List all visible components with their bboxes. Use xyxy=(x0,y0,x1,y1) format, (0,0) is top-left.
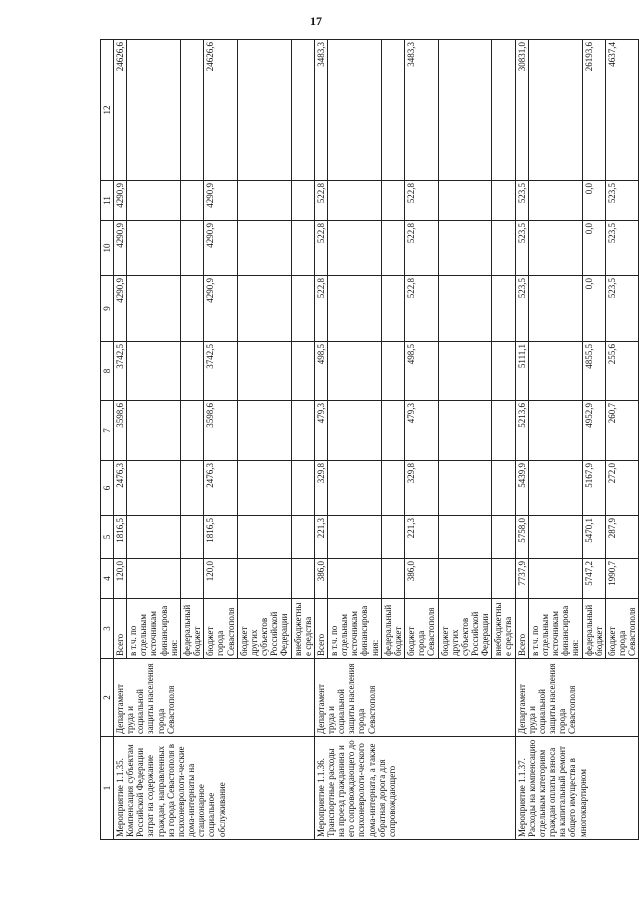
value-cell xyxy=(127,221,181,276)
value-cell: 522,8 xyxy=(405,181,438,221)
page-number: 17 xyxy=(310,14,322,28)
value-cell: 479,3 xyxy=(314,401,327,461)
rotated-table-canvas xyxy=(100,40,638,840)
value-cell xyxy=(180,461,203,516)
value-cell: 5758,0 xyxy=(515,516,528,559)
value-cell: 221,3 xyxy=(314,516,327,559)
value-cell xyxy=(327,342,381,401)
value-cell xyxy=(237,221,291,276)
value-cell: 498,5 xyxy=(314,342,327,401)
value-cell xyxy=(127,559,181,599)
event-name: Мероприятие 1.1.37. Расходы на компенсацию отдельным категориям граждан оплаты взноса на капитальный ремонт общего имущества в многоквартирном xyxy=(515,737,639,840)
value-cell xyxy=(492,40,515,181)
funding-source: в т.ч. по отдельным источникам финансирования: xyxy=(327,599,381,659)
value-cell xyxy=(180,559,203,599)
value-cell xyxy=(492,221,515,276)
value-cell xyxy=(237,181,291,221)
value-cell xyxy=(237,559,291,599)
column-header: 9 xyxy=(101,276,114,342)
value-cell xyxy=(528,342,582,401)
value-cell: 1816,5 xyxy=(204,516,237,559)
value-cell xyxy=(528,559,582,599)
funding-source: Всего xyxy=(314,599,327,659)
value-cell: 2476,3 xyxy=(114,461,127,516)
value-cell: 3598,6 xyxy=(204,401,237,461)
value-cell xyxy=(127,342,181,401)
value-cell xyxy=(438,276,492,342)
value-cell xyxy=(291,342,314,401)
table-row xyxy=(515,40,528,840)
value-cell: 523,5 xyxy=(515,276,528,342)
value-cell xyxy=(327,181,381,221)
value-cell: 221,3 xyxy=(405,516,438,559)
value-cell: 5439,9 xyxy=(515,461,528,516)
value-cell xyxy=(438,461,492,516)
value-cell: 5213,6 xyxy=(515,401,528,461)
value-cell xyxy=(291,40,314,181)
value-cell: 30831,0 xyxy=(515,40,528,181)
table-row xyxy=(314,40,327,840)
value-cell: 329,8 xyxy=(314,461,327,516)
funding-source: внебюджетные средства xyxy=(492,599,515,659)
value-cell: 287,9 xyxy=(605,516,638,559)
funding-source: в т.ч. по отдельным источникам финансирования: xyxy=(127,599,181,659)
value-cell xyxy=(528,181,582,221)
value-cell xyxy=(127,40,181,181)
value-cell: 523,5 xyxy=(605,181,638,221)
value-cell: 0,0 xyxy=(582,221,605,276)
value-cell xyxy=(127,461,181,516)
value-cell xyxy=(528,221,582,276)
value-cell xyxy=(237,276,291,342)
value-cell xyxy=(492,461,515,516)
funding-source: Всего xyxy=(515,599,528,659)
value-cell xyxy=(492,401,515,461)
funding-source: федеральный бюджет xyxy=(582,599,605,659)
value-cell: 255,6 xyxy=(605,342,638,401)
value-cell xyxy=(237,40,291,181)
value-cell xyxy=(127,276,181,342)
column-header: 3 xyxy=(101,599,114,659)
value-cell: 3598,6 xyxy=(114,401,127,461)
value-cell: 0,0 xyxy=(582,276,605,342)
value-cell xyxy=(291,461,314,516)
value-cell: 523,5 xyxy=(515,181,528,221)
table-row xyxy=(114,40,127,840)
rotated-table-wrapper xyxy=(100,40,638,840)
value-cell: 5470,1 xyxy=(582,516,605,559)
value-cell: 329,8 xyxy=(405,461,438,516)
funding-source: бюджет других субъектов Российской Федерации xyxy=(237,599,291,659)
value-cell xyxy=(180,181,203,221)
value-cell: 5747,2 xyxy=(582,559,605,599)
value-cell: 522,8 xyxy=(405,221,438,276)
column-header: 10 xyxy=(101,221,114,276)
budget-table xyxy=(100,39,639,840)
value-cell xyxy=(180,40,203,181)
value-cell xyxy=(381,40,404,181)
value-cell: 5111,1 xyxy=(515,342,528,401)
value-cell: 4290,9 xyxy=(114,221,127,276)
funding-source: бюджет других субъектов Российской Федерации xyxy=(438,599,492,659)
value-cell xyxy=(327,516,381,559)
value-cell xyxy=(237,461,291,516)
value-cell: 120,0 xyxy=(204,559,237,599)
value-cell: 522,8 xyxy=(314,276,327,342)
value-cell xyxy=(127,516,181,559)
event-name: Мероприятие 1.1.36. Транспортные расходы на проезд гражданина и его сопровождающего до психоневрологи-ческого дома-интерната, а также обратная дорога для сопровождающего xyxy=(314,737,515,840)
value-cell: 4855,5 xyxy=(582,342,605,401)
column-header: 11 xyxy=(101,181,114,221)
value-cell xyxy=(528,276,582,342)
column-header: 2 xyxy=(101,659,114,737)
value-cell: 1816,5 xyxy=(114,516,127,559)
value-cell: 4290,9 xyxy=(204,181,237,221)
value-cell: 3742,5 xyxy=(204,342,237,401)
value-cell xyxy=(528,461,582,516)
column-header: 1 xyxy=(101,737,114,840)
value-cell xyxy=(438,559,492,599)
value-cell: 386,0 xyxy=(405,559,438,599)
column-header: 8 xyxy=(101,342,114,401)
funding-source: бюджет города Севастополя xyxy=(204,599,237,659)
value-cell xyxy=(291,221,314,276)
value-cell xyxy=(381,461,404,516)
column-header: 6 xyxy=(101,461,114,516)
value-cell xyxy=(291,516,314,559)
funding-source: бюджет города Севастополя xyxy=(405,599,438,659)
value-cell: 522,8 xyxy=(405,276,438,342)
value-cell xyxy=(492,181,515,221)
value-cell xyxy=(327,461,381,516)
funding-source: федеральный бюджет xyxy=(180,599,203,659)
event-name: Мероприятие 1.1.35. Компенсация субъектам Российской Федерации затрат на содержание граждан, направленных из города Севастополя в психоневрологи-ческие дома-интернаты на стационарное социальное обслуживание xyxy=(114,737,315,840)
executor: Департамент труда и социальной защиты населения города Севастополя xyxy=(515,659,639,737)
value-cell: 24626,6 xyxy=(114,40,127,181)
value-cell: 120,0 xyxy=(114,559,127,599)
value-cell: 4290,9 xyxy=(204,221,237,276)
value-cell: 5167,9 xyxy=(582,461,605,516)
value-cell xyxy=(381,221,404,276)
value-cell xyxy=(381,401,404,461)
column-header: 4 xyxy=(101,559,114,599)
value-cell xyxy=(438,221,492,276)
value-cell xyxy=(180,401,203,461)
funding-source: внебюджетные средства xyxy=(291,599,314,659)
value-cell: 522,8 xyxy=(314,221,327,276)
value-cell: 0,0 xyxy=(582,181,605,221)
executor: Департамент труда и социальной защиты населения города Севастополя xyxy=(114,659,315,737)
value-cell xyxy=(291,276,314,342)
value-cell xyxy=(327,276,381,342)
column-header: 5 xyxy=(101,516,114,559)
value-cell xyxy=(438,40,492,181)
value-cell xyxy=(291,559,314,599)
funding-source: бюджет города Севастополя xyxy=(605,599,638,659)
value-cell xyxy=(381,276,404,342)
value-cell: 4290,9 xyxy=(204,276,237,342)
value-cell xyxy=(492,342,515,401)
value-cell xyxy=(237,342,291,401)
value-cell: 2476,3 xyxy=(204,461,237,516)
value-cell xyxy=(291,181,314,221)
value-cell xyxy=(327,40,381,181)
value-cell: 386,0 xyxy=(314,559,327,599)
value-cell xyxy=(381,559,404,599)
value-cell: 523,5 xyxy=(515,221,528,276)
value-cell xyxy=(180,221,203,276)
value-cell: 523,5 xyxy=(605,276,638,342)
value-cell xyxy=(492,559,515,599)
value-cell: 1990,7 xyxy=(605,559,638,599)
funding-source: Всего xyxy=(114,599,127,659)
funding-source: в т.ч. по отдельным источникам финансирования: xyxy=(528,599,582,659)
value-cell: 4290,9 xyxy=(114,276,127,342)
value-cell xyxy=(492,516,515,559)
value-cell: 3742,5 xyxy=(114,342,127,401)
value-cell xyxy=(291,401,314,461)
value-cell xyxy=(381,342,404,401)
value-cell xyxy=(528,401,582,461)
value-cell xyxy=(438,516,492,559)
value-cell: 260,7 xyxy=(605,401,638,461)
value-cell: 272,0 xyxy=(605,461,638,516)
value-cell xyxy=(327,401,381,461)
value-cell xyxy=(237,516,291,559)
value-cell: 523,5 xyxy=(605,221,638,276)
value-cell xyxy=(438,181,492,221)
value-cell: 4637,4 xyxy=(605,40,638,181)
header-row xyxy=(101,40,114,840)
value-cell xyxy=(127,401,181,461)
value-cell: 3483,3 xyxy=(405,40,438,181)
value-cell: 7737,9 xyxy=(515,559,528,599)
column-header: 7 xyxy=(101,401,114,461)
value-cell: 3483,3 xyxy=(314,40,327,181)
value-cell: 522,8 xyxy=(314,181,327,221)
value-cell xyxy=(381,181,404,221)
value-cell xyxy=(438,401,492,461)
value-cell xyxy=(327,221,381,276)
value-cell: 479,3 xyxy=(405,401,438,461)
value-cell xyxy=(127,181,181,221)
value-cell xyxy=(327,559,381,599)
value-cell xyxy=(528,516,582,559)
value-cell: 24626,6 xyxy=(204,40,237,181)
value-cell xyxy=(180,342,203,401)
funding-source: федеральный бюджет xyxy=(381,599,404,659)
value-cell xyxy=(180,516,203,559)
value-cell xyxy=(528,40,582,181)
executor: Департамент труда и социальной защиты населения города Севастополя xyxy=(314,659,515,737)
value-cell xyxy=(492,276,515,342)
value-cell: 26193,6 xyxy=(582,40,605,181)
value-cell xyxy=(237,401,291,461)
value-cell xyxy=(180,276,203,342)
value-cell: 4952,9 xyxy=(582,401,605,461)
column-header: 12 xyxy=(101,40,114,181)
value-cell: 498,5 xyxy=(405,342,438,401)
value-cell xyxy=(381,516,404,559)
value-cell: 4290,9 xyxy=(114,181,127,221)
value-cell xyxy=(438,342,492,401)
